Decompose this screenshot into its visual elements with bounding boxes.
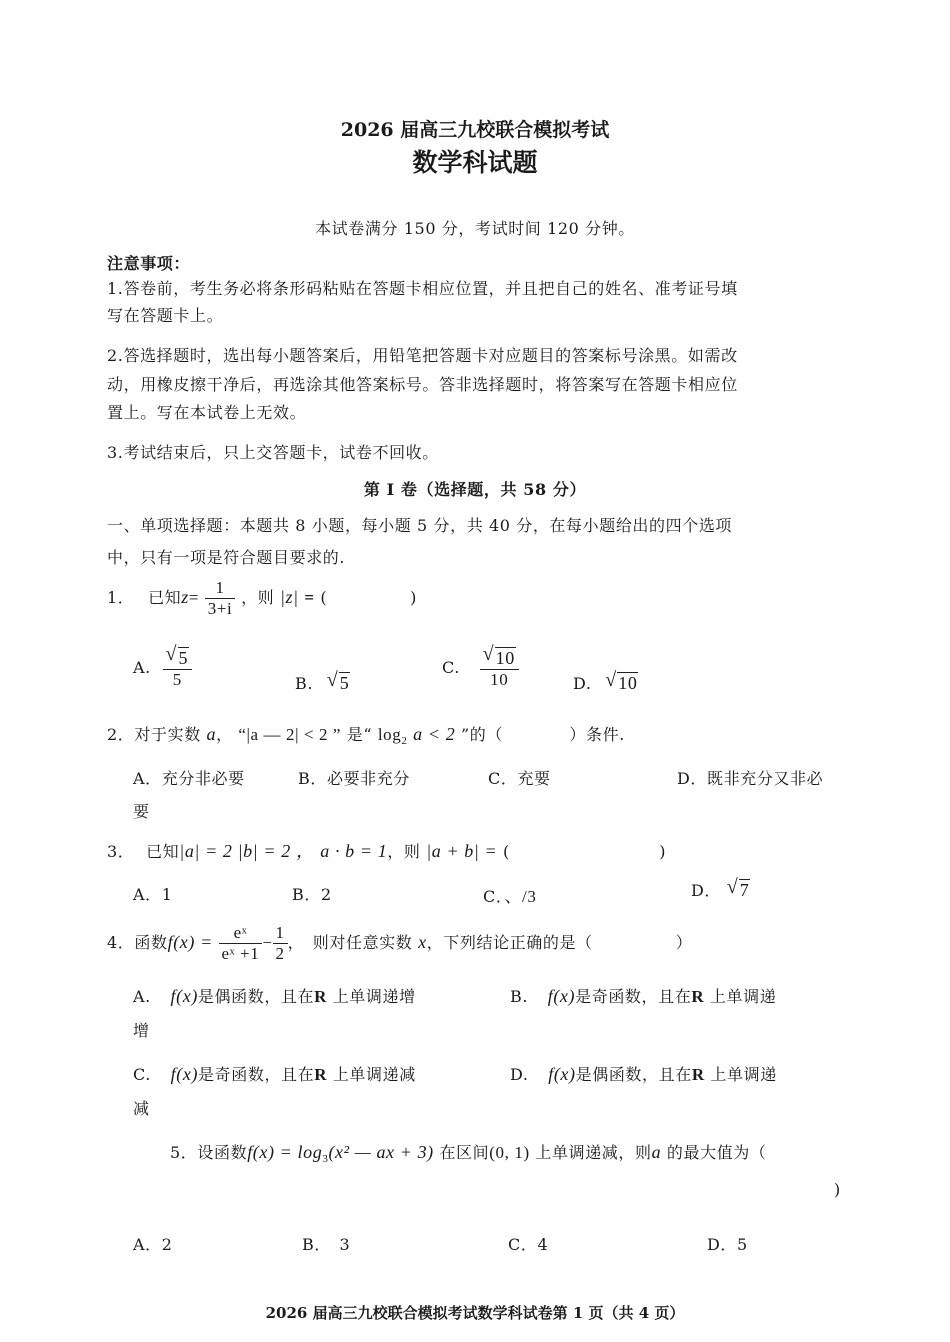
exam-title: 2026 届高三九校联合模拟考试 (340, 119, 610, 141)
q2-log: log (377, 725, 402, 744)
notice-item-1-cont: 写在答题卡上。 (107, 306, 224, 325)
q4-opt-c[interactable] (133, 1062, 416, 1085)
section-intro-cont: 中，只有一项是符合题目要求的. (107, 548, 346, 567)
q2-opt-d[interactable]: D．既非充分又非必 (677, 769, 824, 788)
q1-options (133, 645, 192, 691)
question-3 (107, 837, 666, 863)
q1-abs: |z| (279, 587, 299, 607)
q4-opt-c-label: C. (133, 1065, 151, 1084)
q5-tail1: 上单调递减，则 (535, 1143, 652, 1162)
q1-opt-d[interactable]: D. √ 10 (573, 669, 638, 693)
q2-var: a (206, 724, 217, 744)
question-5 (170, 1140, 767, 1165)
q4-opt-c-text: 是奇函数，且在 (198, 1065, 315, 1084)
q5-func: f(x) = log (247, 1142, 323, 1162)
q1-opt-a-label: A. (133, 658, 151, 677)
notice-item-2: 2.答选择题时，选出每小题答案后，用铅笔把答题卡对应题目的答案标号涂黑。如需改 (107, 346, 738, 365)
q4-opt-d-text: 是偶函数，且在 (575, 1065, 692, 1084)
exam-info: 本试卷满分 150 分，考试时间 120 分钟。 (315, 219, 635, 238)
q4-func: f(x) = (167, 932, 213, 952)
notice-item-2-cont2: 置上。写在本试卷上无效。 (107, 403, 307, 422)
page-footer: 2026 届高三九校联合模拟考试数学科试卷第 1 页（共 4 页） (265, 1304, 685, 1322)
q4-opt-b-fx: f(x) (547, 986, 576, 1006)
q2-log-base: 2 (401, 735, 408, 748)
q1-blank: ( ) (320, 588, 418, 607)
subject-title: 数学科试题 (412, 148, 538, 177)
q3-opt-a[interactable]: A．1 (133, 885, 173, 904)
q1-eq2: = (304, 588, 315, 607)
q4-opt-d-label: D. (510, 1065, 529, 1084)
q3-opt-c-label: C． (483, 887, 505, 906)
q4-rest: ， 则对任意实数 (287, 933, 413, 952)
q4-opt-b-wrap: 增 (133, 1021, 150, 1040)
q3-expr: |a + b| = (426, 841, 498, 861)
q2-is: 是“ (346, 725, 373, 744)
q2-sep: ， (216, 725, 233, 744)
q4-opt-b-label: B. (510, 987, 529, 1006)
q4-frac2: $\frac{1}{2}$ (273, 923, 288, 964)
q2-opt-a[interactable]: A．充分非必要 (133, 769, 245, 788)
q5-close: ) (834, 1180, 841, 1199)
q4-opt-b-r: R (691, 987, 705, 1006)
q4-opt-d-wrap: 减 (133, 1099, 150, 1118)
q3-number: 3． (107, 842, 135, 861)
q5-number: 5． (170, 1143, 198, 1162)
q3-blank: ( ) (502, 842, 667, 861)
q3-opt-c-val: 、/3 (504, 887, 537, 906)
question-4 (107, 920, 692, 965)
q3-opt-b[interactable]: B．2 (292, 885, 332, 904)
q5-opt-a[interactable]: A．2 (133, 1235, 173, 1254)
q2-opt-b[interactable]: B．必要非充分 (298, 769, 410, 788)
q1-opt-b[interactable]: B. √ 5 (295, 669, 350, 693)
q1-opt-b-label: B. (295, 674, 314, 693)
q1-opt-d-label: D. (573, 674, 592, 693)
q3-dot: a · b = 1 (320, 841, 388, 861)
q1-fraction (205, 578, 236, 619)
section-heading: 第 I 卷（选择题，共 58 分） (363, 480, 587, 499)
q4-opt-b-text: 是奇函数，且在 (575, 987, 692, 1006)
q3-cond: |a| = 2 |b| = 2 ， (179, 841, 315, 861)
q4-opt-d-tail: 上单调递 (710, 1065, 777, 1084)
q2-close: ”的（ ）条件. (455, 725, 625, 744)
q4-opt-b[interactable] (510, 984, 776, 1007)
q4-opt-a-fx: f(x) (170, 986, 198, 1006)
q2-prefix: 对于实数 (134, 725, 201, 744)
q4-number: 4． (107, 933, 135, 952)
q5-opt-d[interactable]: D．5 (707, 1235, 748, 1254)
q4-frac1: $\frac{\text{eˣ}}{\text{eˣ +1}}$ (219, 923, 263, 964)
q4-opt-a-r: R (314, 987, 328, 1006)
q2-opt-c[interactable]: C．充要 (488, 769, 551, 788)
q5-opt-b[interactable]: B． 3 (302, 1235, 351, 1254)
q5-var: a (651, 1142, 662, 1162)
q4-opt-a[interactable] (133, 984, 416, 1007)
notice-item-1: 1.答卷前，考生务必将条形码粘贴在答题卡相应位置，并且把自己的姓名、准考证号填 (107, 279, 738, 298)
q1-prefix: 已知 (148, 588, 182, 607)
q5-tail2: 的最大值为（ (666, 1143, 767, 1162)
q4-opt-b-tail: 上单调递 (709, 987, 777, 1006)
q5-mid: 在区间 (439, 1143, 490, 1162)
q4-var: x (418, 932, 427, 952)
notice-item-3: 3.考试结束后，只上交答题卡，试卷不回收。 (107, 443, 439, 462)
q5-log-base: 3 (322, 1153, 329, 1166)
notice-item-2-cont: 动，用橡皮擦干净后，再选涂其他答案标号。答非选择题时，将答案写在答题卡相应位 (107, 375, 738, 394)
q4-opt-d[interactable] (510, 1062, 777, 1085)
q5-prefix: 设函数 (197, 1143, 248, 1162)
q3-opt-c[interactable] (483, 882, 536, 907)
q4-tail: ，下列结论正确的是（ ） (426, 933, 693, 952)
q1-opt-c[interactable]: C. √ 10 10 (442, 645, 519, 691)
q1-var: z (181, 587, 189, 607)
q1-opt-a[interactable]: √ 5 5 (163, 647, 193, 690)
q1-opt-c-label: C. (442, 658, 460, 677)
q4-opt-a-label: A. (133, 987, 151, 1006)
q4-opt-d-r: R (691, 1065, 705, 1084)
q4-minus: − (262, 933, 273, 952)
q5-opt-c[interactable]: C．4 (508, 1235, 549, 1254)
q4-prefix: 函数 (134, 933, 168, 952)
q4-opt-c-r: R (314, 1065, 328, 1084)
q3-opt-d-label: D． (691, 881, 722, 900)
q1-frac-num: 1 (205, 578, 236, 599)
notice-heading: 注意事项： (107, 254, 191, 273)
q2-opt-d-wrap: 要 (133, 802, 150, 821)
q1-mid: ，则 (241, 588, 275, 607)
q1-eq: = (188, 588, 200, 607)
q1-frac-den: 3+i (207, 599, 233, 618)
q4-opt-c-fx: f(x) (170, 1064, 199, 1084)
q4-opt-c-tail: 上单调递减 (332, 1065, 416, 1084)
q5-arg: (x² — ax + 3) (328, 1142, 434, 1162)
question-1 (107, 577, 417, 619)
q3-prefix: 已知 (146, 842, 180, 861)
q2-cond1: “|a — 2| < 2 ” (238, 725, 342, 744)
question-2 (107, 722, 625, 747)
q2-number: 2． (107, 725, 135, 744)
q4-opt-a-text: 是偶函数，且在 (197, 987, 315, 1006)
q3-opt-d[interactable]: D． √ 7 (691, 876, 750, 900)
q2-cond2: a < 2 (413, 724, 456, 744)
q3-mid: ，则 (387, 842, 421, 861)
q4-opt-a-tail: 上单调递增 (332, 987, 416, 1006)
q1-number: 1． (107, 588, 135, 607)
q4-opt-d-fx: f(x) (548, 1064, 576, 1084)
q5-interval: (0, 1) (489, 1143, 530, 1162)
section-intro: 一、单项选择题：本题共 8 小题，每小题 5 分，共 40 分，在每小题给出的四个选项 (107, 516, 733, 535)
